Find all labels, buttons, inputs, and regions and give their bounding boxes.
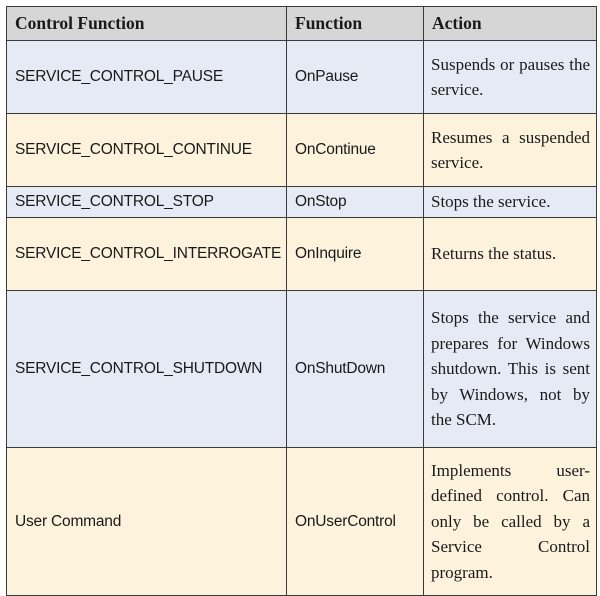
table-row bbox=[7, 291, 597, 448]
table-row bbox=[7, 114, 597, 187]
function-cell: OnPause bbox=[287, 41, 424, 114]
action-cell: Returns the status. bbox=[424, 218, 597, 291]
function-cell: OnStop bbox=[287, 187, 424, 218]
control-function-cell: SERVICE_CONTROL_INTERROGATE bbox=[7, 218, 287, 291]
function-cell: OnInquire bbox=[287, 218, 424, 291]
function-cell: OnShutDown bbox=[287, 291, 424, 448]
control-function-cell: User Command bbox=[7, 448, 287, 596]
header-control-function: Control Function bbox=[7, 7, 287, 41]
table-row bbox=[7, 187, 597, 218]
header-function: Function bbox=[287, 7, 424, 41]
table-header-row bbox=[7, 7, 597, 41]
header-action: Action bbox=[424, 7, 597, 41]
table-row bbox=[7, 218, 597, 291]
control-function-cell: SERVICE_CONTROL_STOP bbox=[7, 187, 287, 218]
control-functions-table-wrapper bbox=[6, 6, 596, 596]
action-cell: Implements user-defined control. Can only be called by a Service Control program. bbox=[424, 448, 597, 596]
table-row bbox=[7, 448, 597, 596]
control-functions-table bbox=[6, 6, 597, 596]
table-row bbox=[7, 41, 597, 114]
action-cell: Suspends or pauses the service. bbox=[424, 41, 597, 114]
function-cell: OnContinue bbox=[287, 114, 424, 187]
function-cell: OnUserControl bbox=[287, 448, 424, 596]
control-function-cell: SERVICE_CONTROL_PAUSE bbox=[7, 41, 287, 114]
control-function-cell: SERVICE_CONTROL_CONTINUE bbox=[7, 114, 287, 187]
action-cell: Resumes a suspended service. bbox=[424, 114, 597, 187]
control-function-cell: SERVICE_CONTROL_SHUTDOWN bbox=[7, 291, 287, 448]
action-cell: Stops the service. bbox=[424, 187, 597, 218]
action-cell: Stops the service and prepares for Windows shutdown. This is sent by Windows, not by the SCM. bbox=[424, 291, 597, 448]
